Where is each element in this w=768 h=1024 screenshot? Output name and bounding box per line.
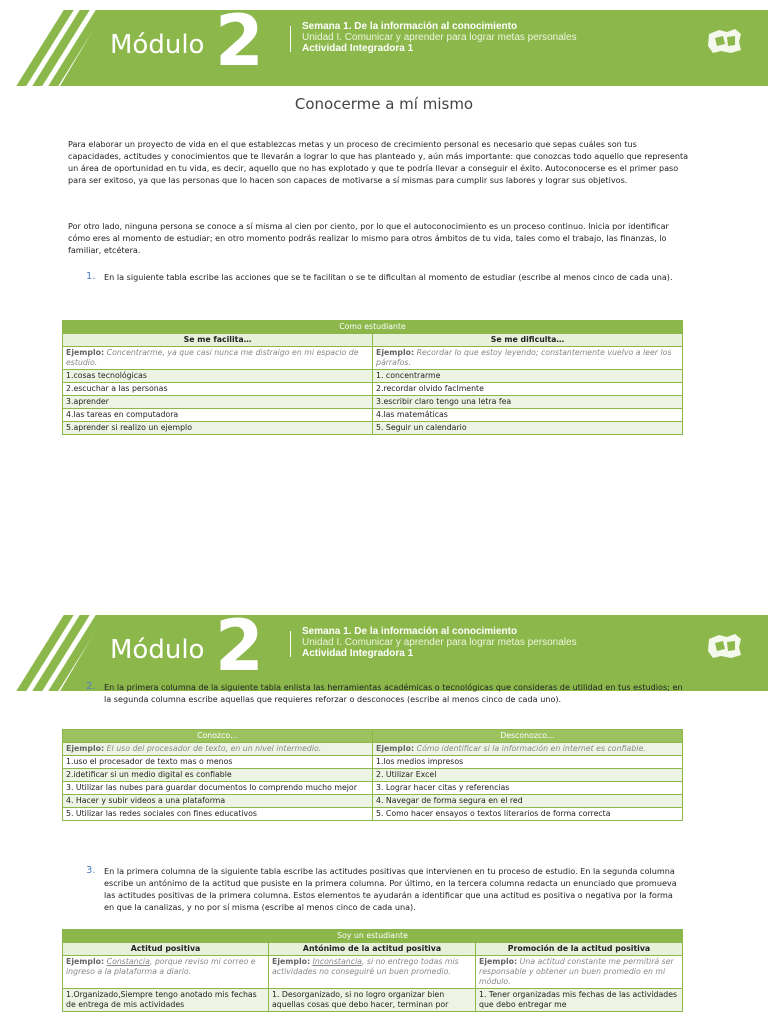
module-label: Módulo bbox=[110, 30, 205, 60]
intro-paragraph: Para elaborar un proyecto de vida en el que establezcas metas y un proceso de crecimiento personal es necesario que sepas cuáles son tus capacidades, actitudes y conocimientos que te llevarán a lograr lo que has planteado y, aún más importante: que conozcas todo aquello que representa un área de oportunidad en tu vida, es decir, aquello que no has explotado y que te podría llevar a conseguir el éxito. Autoconocerse es el primer paso para ser exitoso, ya que las personas que lo hacen son capaces de motivarse a sí mismas para cumplir sus labores y lograr sus objetivos. bbox=[68, 139, 689, 185]
table-cell: 2. Utilizar Excel bbox=[373, 769, 683, 782]
column-header: Promoción de la actitud positiva bbox=[476, 943, 683, 956]
activity-title: Actividad Integradora 1 bbox=[302, 648, 414, 659]
table-cell: 4.las tareas en computadora bbox=[63, 409, 373, 422]
table-cell: 4. Navegar de forma segura en el red bbox=[373, 795, 683, 808]
known-tools-table bbox=[62, 729, 683, 821]
unit-title: Unidad I. Comunicar y aprender para lograr metas personales bbox=[302, 637, 577, 648]
table-cell: 1. Tener organizadas mis fechas de las actividades que debo entregar me bbox=[476, 989, 683, 1012]
table-cell: 5. Utilizar las redes sociales con fines educativos bbox=[63, 808, 373, 821]
module-header bbox=[0, 605, 768, 691]
header-divider bbox=[290, 26, 291, 52]
column-header: Conozco… bbox=[63, 730, 373, 743]
table-cell: 2.escuchar a las personas bbox=[63, 383, 373, 396]
page-title: Conocerme a mí mismo bbox=[294, 95, 474, 113]
intro-paragraph: Por otro lado, ninguna persona se conoce a sí misma al cien por ciento, por lo que el autoconocimiento es un proceso continuo. Inicia por identificar cómo eres al momento de estudiar; en otro momento podrás realizar lo mismo para otros ámbitos de tu vida, tales como el trabajo, las finanzas, lo familiar, etcétera. bbox=[68, 221, 669, 255]
module-label: Módulo bbox=[110, 635, 205, 665]
column-header: Se me facilita… bbox=[63, 334, 373, 347]
module-number: 2 bbox=[215, 605, 264, 687]
module-number: 2 bbox=[215, 0, 264, 82]
table-cell: 2.recordar olvido faclmente bbox=[373, 383, 683, 396]
item-text: En la primera columna de la siguiente tabla enlista las herramientas académicas o tecnológicas que consideras de utilidad en tus estudios; en la segunda columna escribe aquellas que requieres reforzar o desconoces (escribe al menos cinco de cada uno). bbox=[104, 682, 683, 704]
column-header: Antónimo de la actitud positiva bbox=[269, 943, 476, 956]
table-cell: 3.escribir claro tengo una letra fea bbox=[373, 396, 683, 409]
example-cell: Ejemplo: Inconstancia, si no entrego todas mis actividades no conseguiré un buen promedio. bbox=[269, 956, 476, 989]
activity-title: Actividad Integradora 1 bbox=[302, 43, 414, 54]
item-text: En la siguiente tabla escribe las acciones que se te facilitan o se te dificultan al momento de estudiar (escribe al menos cinco de cada una). bbox=[104, 272, 673, 282]
unit-title: Unidad I. Comunicar y aprender para lograr metas personales bbox=[302, 32, 577, 43]
example-cell: Ejemplo: Una actitud constante me permitirá ser responsable y obtener un buen promedio en mi módulo. bbox=[476, 956, 683, 989]
item-number: 2. bbox=[86, 681, 96, 692]
prepa-en-linea-logo-icon bbox=[705, 26, 745, 56]
example-cell: Ejemplo: El uso del procesador de texto, en un nivel intermedio. bbox=[63, 743, 373, 756]
header-divider bbox=[290, 631, 291, 657]
table-caption: Como estudiante bbox=[63, 321, 683, 334]
item-number: 1. bbox=[86, 271, 96, 282]
table-cell: 3.aprender bbox=[63, 396, 373, 409]
table-cell: 5. Seguir un calendario bbox=[373, 422, 683, 435]
table-cell: 3. Utilizar las nubes para guardar documentos lo comprendo mucho mejor bbox=[63, 782, 373, 795]
module-header bbox=[0, 0, 768, 86]
table-cell: 5. Como hacer ensayos o textos literarios de forma correcta bbox=[373, 808, 683, 821]
column-header: Se me dificulta… bbox=[373, 334, 683, 347]
column-header: Desconozco… bbox=[373, 730, 683, 743]
header-info bbox=[302, 626, 577, 659]
document-page-2 bbox=[0, 605, 768, 1024]
item-text: En la primera columna de la siguiente tabla escribe las actitudes positivas que intervienen en tu proceso de estudio. En la segunda columna escribe un antónimo de la actitud que pusiste en la primera columna. Por último, en la tercera columna redacta un enunciado que promueva las actitudes positivas de la primera columna. Estos elementos te ayudarán a identificar que una actitud es positiva o negativa por la forma en que la canalizas, y no por sí misma (escribe al menos cinco de cada una). bbox=[104, 866, 677, 912]
header-info bbox=[302, 21, 577, 54]
table-cell: 1.los medios impresos bbox=[373, 756, 683, 769]
table-caption: Soy un estudiante bbox=[63, 930, 683, 943]
table-cell: 4. Hacer y subir videos a una plataforma bbox=[63, 795, 373, 808]
table-cell: 1.uso el procesador de texto mas o menos bbox=[63, 756, 373, 769]
table-cell: 1. Desorganizado, si no logro organizar bien aquellas cosas que debo hacer, terminan por bbox=[269, 989, 476, 1012]
item-number: 3. bbox=[86, 865, 96, 876]
table-cell: 3. Lograr hacer citas y referencias bbox=[373, 782, 683, 795]
table-cell: 1.cosas tecnológicas bbox=[63, 370, 373, 383]
table-cell: 1. concentrarme bbox=[373, 370, 683, 383]
week-title: Semana 1. De la información al conocimiento bbox=[302, 21, 518, 32]
table-cell: 2.idetificar si un medio digital es confiable bbox=[63, 769, 373, 782]
column-header: Actitud positiva bbox=[63, 943, 269, 956]
table-cell: 4.las matemáticas bbox=[373, 409, 683, 422]
example-cell: Ejemplo: Cómo identificar si la información en internet es confiable. bbox=[373, 743, 683, 756]
week-title: Semana 1. De la información al conocimiento bbox=[302, 626, 518, 637]
student-ease-table bbox=[62, 320, 683, 435]
example-cell: Ejemplo: Recordar lo que estoy leyendo; constantemente vuelvo a leer los párrafos. bbox=[373, 347, 683, 370]
example-cell: Ejemplo: Constancia, porque reviso mi correo e ingreso a la plataforma a diario. bbox=[63, 956, 269, 989]
table-cell: 1.Organizado,Siempre tengo anotado mis fechas de entrega de mis actividades bbox=[63, 989, 269, 1012]
student-attitudes-table bbox=[62, 929, 683, 1012]
prepa-en-linea-logo-icon bbox=[705, 631, 745, 661]
example-cell: Ejemplo: Concentrarme, ya que casi nunca me distraigo en mi espacio de estudio. bbox=[63, 347, 373, 370]
table-cell: 5.aprender si realizo un ejemplo bbox=[63, 422, 373, 435]
